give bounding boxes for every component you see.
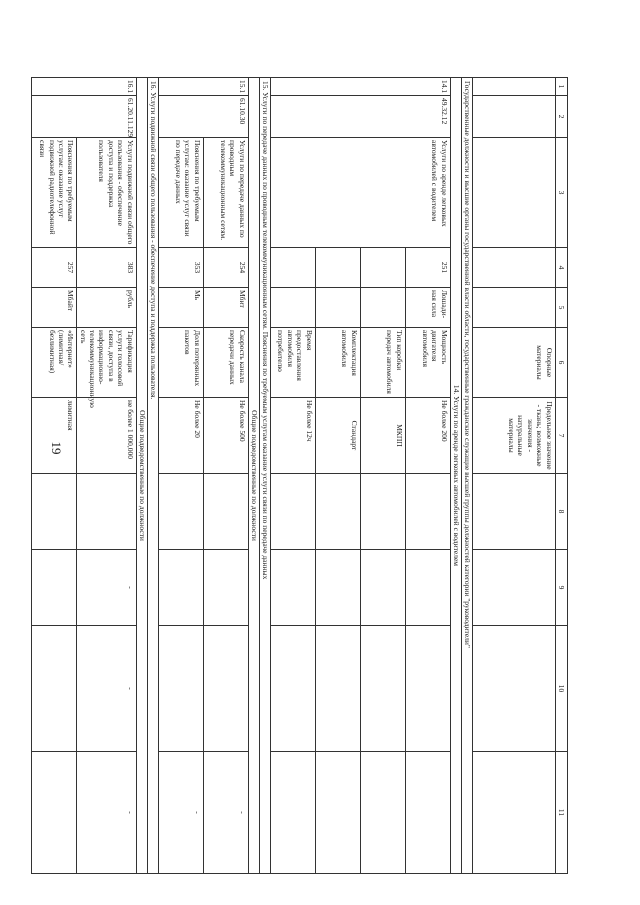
row-unit: Мбайт: [32, 288, 77, 328]
section16-title: 16. Услуги подвижной связи общего пользования - обеспечение доступа и поддержка пользователя.: [147, 78, 158, 874]
col-num-8: 8: [555, 474, 567, 550]
row-value: Не более 20: [158, 398, 203, 474]
section16-subtitle: Общие подведомственные по должности: [136, 78, 147, 874]
row-name: Пояснения по требуемым услугам: оказание услуг связи по передаче данных: [158, 138, 203, 248]
row-value: МКПП: [360, 398, 405, 474]
col-num-2: 2: [555, 96, 567, 138]
section15-title-row: [259, 78, 270, 874]
col-num-3: 3: [555, 138, 567, 248]
table-row: [203, 78, 248, 874]
procurement-table: [31, 77, 568, 874]
row-characteristic: Скорость канала передачи данных: [203, 328, 248, 398]
row-value: Не более 500: [203, 398, 248, 474]
table-row: [405, 78, 450, 874]
row-number: 14.1: [270, 78, 450, 96]
row-code: 49.32.12: [270, 96, 450, 138]
section14-title-row: [450, 78, 461, 874]
row-dash: -: [77, 550, 136, 626]
col-num-9: 9: [555, 550, 567, 626]
row-unit: Мбит: [203, 288, 248, 328]
section15-title: 15. Услуги по передаче данных по проводным телекоммуникационным сетям. Пояснения по требуемым услугам оказание услуги связи по передаче данных: [259, 78, 270, 874]
col-num-6: 6: [555, 328, 567, 398]
row-value: Не более 12ч: [270, 398, 315, 474]
row-okei: 353: [158, 248, 203, 288]
row-characteristic: Доля потерянных пакетов: [158, 328, 203, 398]
row-value: не более 1 000,000: [77, 398, 136, 474]
row-name: Услуги по передаче данных по проводным телекоммуникационным сетям.: [203, 138, 248, 248]
row-characteristic: Комплектация автомобиля: [315, 328, 360, 398]
section16-subtitle-row: [136, 78, 147, 874]
row-code: 61.20.11.129: [32, 96, 136, 138]
row-okei: 254: [203, 248, 248, 288]
row-characteristic: Тарификация услуги голосовой связи, доступа в информационно-телекоммуникационную сеть: [77, 328, 136, 398]
col-num-1: 1: [555, 78, 567, 96]
row-dash: -: [77, 752, 136, 874]
column-number-row: [555, 78, 567, 874]
row-characteristic: «Интернет» (лимитная/безлимитная): [32, 328, 77, 398]
group-title-row: [461, 78, 472, 874]
row-characteristic: Мощность двигателя автомобиля: [405, 328, 450, 398]
row-number: 15.1: [158, 78, 248, 96]
row-unit: рубль: [77, 288, 136, 328]
section15-subtitle: Общие подведомственные по должности: [248, 78, 259, 874]
row-value: Стандарт: [315, 398, 360, 474]
header-col6: Опорные материалы: [472, 328, 555, 398]
table-row: [32, 78, 77, 874]
row-okei: 251: [405, 248, 450, 288]
col-num-4: 4: [555, 248, 567, 288]
section16-title-row: [147, 78, 158, 874]
col-num-11: 11: [555, 752, 567, 874]
section15-subtitle-row: [248, 78, 259, 874]
row-number: 16.1: [32, 78, 136, 96]
table-row: [77, 78, 136, 874]
row-value: лимитная: [32, 398, 77, 474]
row-dash: -: [77, 626, 136, 752]
row-code: 61.10.30: [158, 96, 248, 138]
col-num-7: 7: [555, 398, 567, 474]
row-name: Услуги по аренде легковых автомобилей с водителем: [270, 138, 450, 248]
row-dash: -: [203, 752, 248, 874]
row-name: Пояснения по требуемым услугам: оказание услуг подвижной радиотелефонной связи: [32, 138, 77, 248]
row-okei: 257: [32, 248, 77, 288]
col-num-10: 10: [555, 626, 567, 752]
table-row: [158, 78, 203, 874]
group-title: Государственные должности и высшие органы государственной власти области, государственные гражданские служащие высшей группы должностей категории "руководители": [461, 78, 472, 874]
row-characteristic: Тип коробки передач автомобиля: [360, 328, 405, 398]
row-unit: Лошади-ная сила: [405, 288, 450, 328]
row-value: Не более 200: [405, 398, 450, 474]
page-number: 19: [49, 441, 64, 455]
row-unit: Мь: [158, 288, 203, 328]
row-okei: 383: [77, 248, 136, 288]
header-col7: Предельное значение - ткань; возможные значения - натуральные материалы: [472, 398, 555, 474]
col-num-5: 5: [555, 288, 567, 328]
section14-title: 14. Услуги по аренде легковых автомобилей с водителем: [450, 78, 461, 874]
header-row: [472, 78, 555, 874]
row-name: Услуги подвижной связи общего пользования - обеспечение доступа и поддержка пользователя: [77, 138, 136, 248]
row-dash: -: [158, 752, 203, 874]
row-characteristic: Время предоставления автомобиля потребителю: [270, 328, 315, 398]
